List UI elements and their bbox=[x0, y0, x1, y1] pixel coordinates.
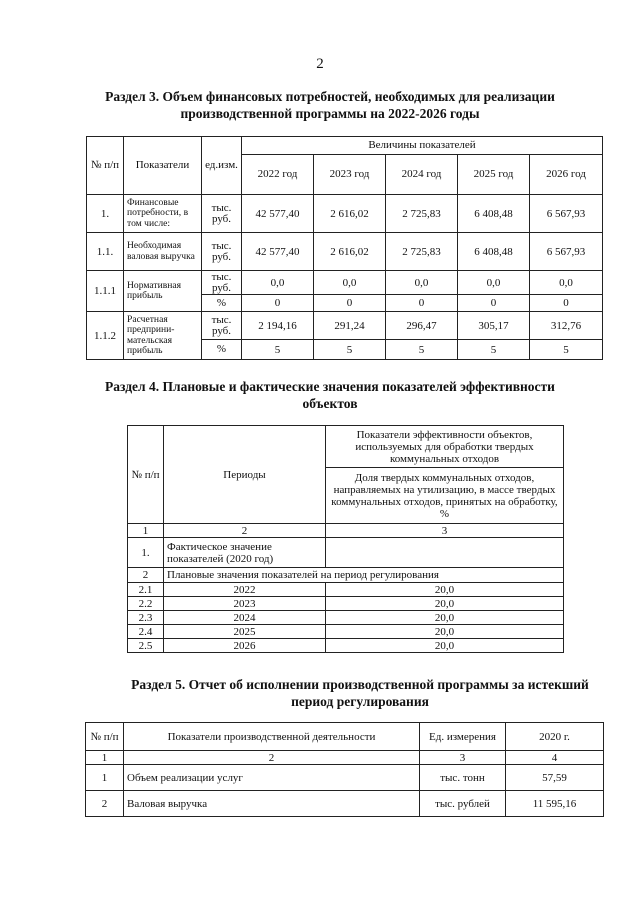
row-num: 1.1.1 bbox=[87, 271, 124, 312]
section4-title bbox=[60, 378, 600, 412]
row-label: Объем реализации услуг bbox=[124, 765, 420, 791]
table-row bbox=[87, 195, 603, 233]
table-row bbox=[128, 611, 564, 625]
index-cell: 2 bbox=[164, 524, 326, 538]
row-unit: тыс. руб. bbox=[202, 233, 242, 271]
header-indicators: Показатели производственной деятельности bbox=[124, 723, 420, 751]
header-num: № п/п bbox=[86, 723, 124, 751]
row-num: 2.2 bbox=[128, 597, 164, 611]
row-unit: тыс. руб. bbox=[202, 195, 242, 233]
header-num: № п/п bbox=[87, 137, 124, 195]
table-row bbox=[128, 625, 564, 639]
row-value: 11 595,16 bbox=[506, 791, 604, 817]
row-label: Необходимая валовая выручка bbox=[124, 233, 202, 271]
index-cell: 1 bbox=[128, 524, 164, 538]
row-num: 1.1. bbox=[87, 233, 124, 271]
row-value: 6 567,93 bbox=[530, 233, 603, 271]
row-value: 2 194,16 bbox=[242, 312, 314, 340]
row-value: 0,0 bbox=[386, 271, 458, 295]
index-row bbox=[128, 524, 564, 538]
section3-title-line2: производственной программы на 2022-2026 годы bbox=[180, 106, 480, 121]
table-row bbox=[86, 765, 604, 791]
index-cell: 3 bbox=[420, 751, 506, 765]
row-num: 1.1.2 bbox=[87, 312, 124, 360]
row-value: 0 bbox=[242, 295, 314, 312]
row-unit: тыс. тонн bbox=[420, 765, 506, 791]
header-values-group: Величины показателей bbox=[242, 137, 603, 155]
row-value: 20,0 bbox=[326, 583, 564, 597]
row-num: 1. bbox=[87, 195, 124, 233]
row-value: 42 577,40 bbox=[242, 195, 314, 233]
header-year: 2025 год bbox=[458, 155, 530, 195]
row-unit: тыс. рублей bbox=[420, 791, 506, 817]
row-value: 20,0 bbox=[326, 639, 564, 653]
row-value: 20,0 bbox=[326, 611, 564, 625]
row-label: Нормативная прибыль bbox=[124, 271, 202, 312]
table-row bbox=[87, 271, 603, 295]
row-value: 0 bbox=[386, 295, 458, 312]
row-num: 1. bbox=[128, 538, 164, 568]
header-year: 2023 год bbox=[314, 155, 386, 195]
row-unit: % bbox=[202, 295, 242, 312]
header-periods: Периоды bbox=[164, 426, 326, 524]
header-indicators: Показатели bbox=[124, 137, 202, 195]
index-cell: 1 bbox=[86, 751, 124, 765]
header-unit: Ед. измерения bbox=[420, 723, 506, 751]
row-unit: % bbox=[202, 340, 242, 360]
row-value: 312,76 bbox=[530, 312, 603, 340]
program-report-table bbox=[85, 722, 604, 817]
row-value: 6 408,48 bbox=[458, 195, 530, 233]
table-row bbox=[86, 791, 604, 817]
row-unit: тыс. руб. bbox=[202, 271, 242, 295]
header-waste-share: Доля твердых коммунальных отходов, направляемых на утилизацию, в массе твердых коммунальных отходов, принятых на обработку, % bbox=[326, 468, 564, 524]
index-cell: 3 bbox=[326, 524, 564, 538]
row-num: 2.5 bbox=[128, 639, 164, 653]
row-unit: тыс. руб. bbox=[202, 312, 242, 340]
table-row bbox=[128, 639, 564, 653]
row-year: 2022 bbox=[164, 583, 326, 597]
row-value: 296,47 bbox=[386, 312, 458, 340]
row-value: 0,0 bbox=[314, 271, 386, 295]
header-unit: ед.изм. bbox=[202, 137, 242, 195]
header-year: 2026 год bbox=[530, 155, 603, 195]
section3-title bbox=[60, 88, 600, 122]
row-num: 2 bbox=[86, 791, 124, 817]
row-value: 5 bbox=[242, 340, 314, 360]
row-num: 2.3 bbox=[128, 611, 164, 625]
page-number: 2 bbox=[316, 56, 324, 72]
section4-title-line1: Раздел 4. Плановые и фактические значения показателей эффективности bbox=[105, 379, 555, 394]
row-value: 305,17 bbox=[458, 312, 530, 340]
row-value: 5 bbox=[386, 340, 458, 360]
row-value: 5 bbox=[530, 340, 603, 360]
row-num: 2 bbox=[128, 568, 164, 583]
row-value: 291,24 bbox=[314, 312, 386, 340]
row-value: 20,0 bbox=[326, 597, 564, 611]
row-value: 0,0 bbox=[458, 271, 530, 295]
row-label: Фактическое значение показателей (2020 год) bbox=[164, 538, 326, 568]
row-value: 2 725,83 bbox=[386, 233, 458, 271]
row-value: 2 616,02 bbox=[314, 195, 386, 233]
row-value: 5 bbox=[458, 340, 530, 360]
row-num: 2.4 bbox=[128, 625, 164, 639]
index-cell: 2 bbox=[124, 751, 420, 765]
section5-title bbox=[110, 676, 610, 710]
table-row bbox=[87, 312, 603, 340]
table-row bbox=[128, 538, 564, 568]
row-value: 6 408,48 bbox=[458, 233, 530, 271]
row-year: 2026 bbox=[164, 639, 326, 653]
header-num: № п/п bbox=[128, 426, 164, 524]
row-year: 2023 bbox=[164, 597, 326, 611]
row-value: 20,0 bbox=[326, 625, 564, 639]
index-cell: 4 bbox=[506, 751, 604, 765]
row-label: Плановые значения показателей на период регулирования bbox=[164, 568, 564, 583]
row-value: 2 616,02 bbox=[314, 233, 386, 271]
header-year: 2022 год bbox=[242, 155, 314, 195]
row-value: 0,0 bbox=[530, 271, 603, 295]
row-label: Валовая выручка bbox=[124, 791, 420, 817]
section4-title-line2: объектов bbox=[302, 396, 358, 411]
table-row bbox=[128, 568, 564, 583]
row-value: 5 bbox=[314, 340, 386, 360]
row-value: 0 bbox=[314, 295, 386, 312]
row-value: 57,59 bbox=[506, 765, 604, 791]
header-year: 2020 г. bbox=[506, 723, 604, 751]
row-value: 0 bbox=[458, 295, 530, 312]
row-value: 2 725,83 bbox=[386, 195, 458, 233]
row-num: 1 bbox=[86, 765, 124, 791]
row-num: 2.1 bbox=[128, 583, 164, 597]
row-label: Расчетная предприни-мательская прибыль bbox=[124, 312, 202, 360]
header-efficiency-group: Показатели эффективности объектов, используемых для обработки твердых коммунальных отходов bbox=[326, 426, 564, 468]
header-year: 2024 год bbox=[386, 155, 458, 195]
row-value: 6 567,93 bbox=[530, 195, 603, 233]
row-value: 0 bbox=[530, 295, 603, 312]
financial-needs-table bbox=[86, 136, 603, 360]
row-year: 2024 bbox=[164, 611, 326, 625]
table-row bbox=[87, 233, 603, 271]
section3-title-line1: Раздел 3. Объем финансовых потребностей, необходимых для реализации bbox=[105, 89, 555, 104]
table-row bbox=[128, 597, 564, 611]
section5-title-line2: период регулирования bbox=[291, 694, 429, 709]
efficiency-indicators-table bbox=[127, 425, 564, 653]
row-year: 2025 bbox=[164, 625, 326, 639]
section5-title-line1: Раздел 5. Отчет об исполнении производственной программы за истекший bbox=[131, 677, 589, 692]
row-value bbox=[326, 538, 564, 568]
row-value: 0,0 bbox=[242, 271, 314, 295]
row-label: Финансовые потребности, в том числе: bbox=[124, 195, 202, 233]
row-value: 42 577,40 bbox=[242, 233, 314, 271]
table-row bbox=[128, 583, 564, 597]
index-row bbox=[86, 751, 604, 765]
